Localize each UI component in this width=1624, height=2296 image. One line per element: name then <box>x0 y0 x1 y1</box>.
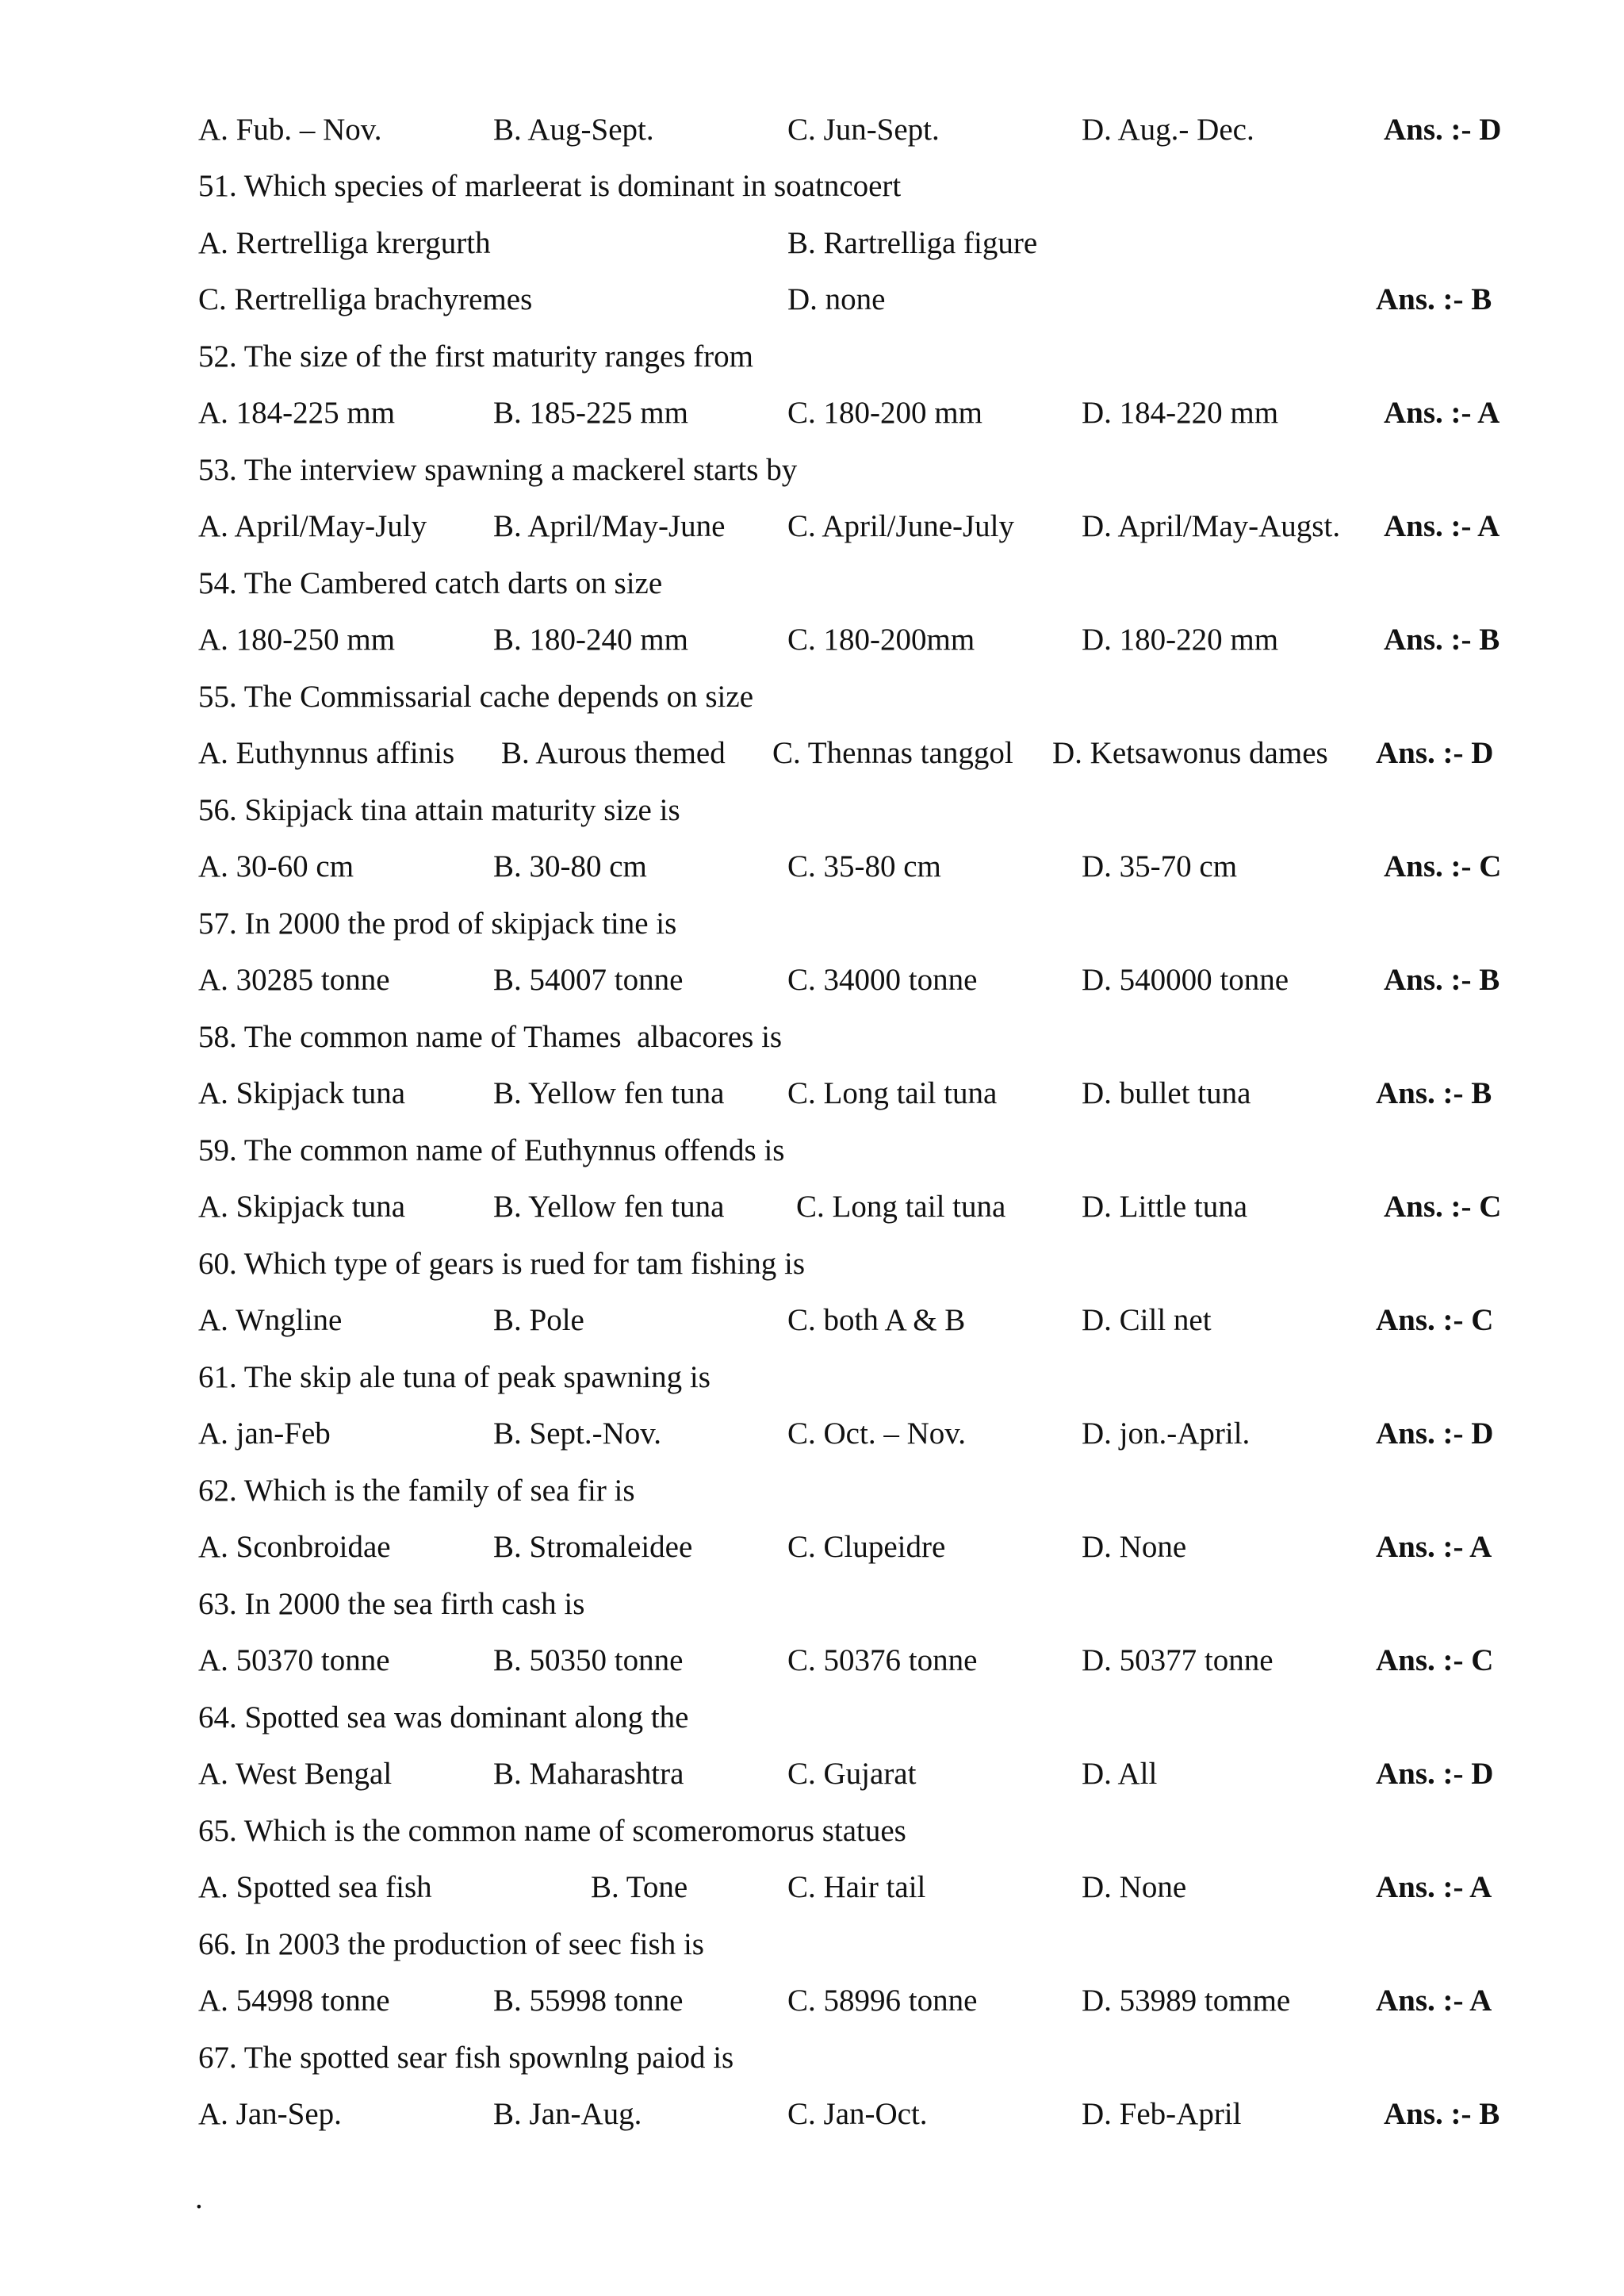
question-56 <box>0 782 1624 839</box>
option-b: B. 54007 tonne <box>493 963 684 997</box>
footer-mark: . <box>195 2181 203 2215</box>
option-b: B. 180-240 mm <box>493 623 688 657</box>
options-row-58 <box>0 1065 1624 1122</box>
options-row-51b <box>0 271 1624 328</box>
answer-key: Ans. :- A <box>1376 1870 1492 1904</box>
option-a: A. Wngline <box>198 1303 343 1337</box>
question-text: 53. The interview spawning a mackerel starts by <box>198 453 798 487</box>
option-b: B. 55998 tonne <box>493 1984 684 2018</box>
option-c: C. Clupeidre <box>787 1530 946 1564</box>
options-row-54 <box>0 611 1624 669</box>
answer-key: Ans. :- B <box>1384 2097 1500 2131</box>
options-row-66 <box>0 1972 1624 2030</box>
question-text: 66. In 2003 the production of seec fish is <box>198 1927 704 1961</box>
question-51 <box>0 158 1624 215</box>
option-a: A. 54998 tonne <box>198 1984 390 2018</box>
option-c: C. 34000 tonne <box>787 963 978 997</box>
option-b: B. Pole <box>493 1303 584 1337</box>
question-61 <box>0 1349 1624 1406</box>
options-row-62 <box>0 1519 1624 1576</box>
option-a: A. Skipjack tuna <box>198 1076 406 1110</box>
options-row-60 <box>0 1292 1624 1349</box>
option-d: D. Cill net <box>1082 1303 1212 1337</box>
question-63 <box>0 1576 1624 1633</box>
option-b: B. Aurous themed <box>501 736 726 770</box>
answer-key: Ans. :- A <box>1384 396 1500 430</box>
question-60 <box>0 1236 1624 1293</box>
question-text: 57. In 2000 the prod of skipjack tine is <box>198 907 677 941</box>
question-55 <box>0 669 1624 726</box>
options-row-59 <box>0 1179 1624 1236</box>
option-b: B. 30-80 cm <box>493 849 647 884</box>
question-text: 58. The common name of Thames albacores is <box>198 1020 783 1054</box>
question-text: 51. Which species of marleerat is dominant in soatncoert <box>198 169 902 203</box>
option-c: C. Oct. – Nov. <box>787 1416 966 1451</box>
option-a: A. West Bengal <box>198 1757 393 1791</box>
option-c: C. Gujarat <box>787 1757 917 1791</box>
option-d: D. bullet tuna <box>1082 1076 1251 1110</box>
option-d: D. Aug.- Dec. <box>1082 113 1254 147</box>
question-59 <box>0 1122 1624 1179</box>
question-text: 54. The Cambered catch darts on size <box>198 566 663 600</box>
question-text: 65. Which is the common name of scomeromorus statues <box>198 1814 906 1848</box>
option-a: A. 30-60 cm <box>198 849 354 884</box>
question-52 <box>0 328 1624 385</box>
answer-key: Ans. :- C <box>1384 1190 1502 1224</box>
question-text: 60. Which type of gears is rued for tam fishing is <box>198 1247 806 1281</box>
option-d: D. 53989 tomme <box>1082 1984 1291 2018</box>
options-row-61 <box>0 1405 1624 1462</box>
question-58 <box>0 1009 1624 1066</box>
options-row-65 <box>0 1859 1624 1916</box>
option-d: D. None <box>1082 1530 1187 1564</box>
option-a: A. 30285 tonne <box>198 963 390 997</box>
answer-key: Ans. :- B <box>1384 963 1500 997</box>
option-b: B. 50350 tonne <box>493 1643 684 1677</box>
option-c: C. Jan-Oct. <box>787 2097 928 2131</box>
option-a: A. 50370 tonne <box>198 1643 390 1677</box>
answer-key: Ans. :- A <box>1376 1984 1492 2018</box>
option-d: D. Little tuna <box>1082 1190 1248 1224</box>
question-64 <box>0 1689 1624 1746</box>
option-b: B. 185-225 mm <box>493 396 688 430</box>
answer-key: Ans. :- C <box>1376 1643 1494 1677</box>
question-text: 62. Which is the family of sea fir is <box>198 1474 635 1508</box>
options-row-63 <box>0 1632 1624 1689</box>
answer-key: Ans. :- C <box>1376 1303 1494 1337</box>
option-a: A. April/May-July <box>198 509 427 543</box>
option-d: D. Ketsawonus dames <box>1052 736 1328 770</box>
option-d: D. All <box>1082 1757 1158 1791</box>
option-a: A. Sconbroidae <box>198 1530 391 1564</box>
answer-key: Ans. :- C <box>1384 849 1502 884</box>
option-a: A. 180-250 mm <box>198 623 396 657</box>
option-c: C. Thennas tanggol <box>772 736 1013 770</box>
question-54 <box>0 555 1624 612</box>
question-text: 52. The size of the first maturity ranges from <box>198 339 754 374</box>
question-65 <box>0 1803 1624 1860</box>
option-c: C. Jun-Sept. <box>787 113 940 147</box>
option-d: D. None <box>1082 1870 1187 1904</box>
options-row-55 <box>0 725 1624 782</box>
option-d: D. 184-220 mm <box>1082 396 1279 430</box>
option-c: C. 58996 tonne <box>787 1984 978 2018</box>
option-c: C. Long tail tuna <box>796 1190 1006 1224</box>
option-d: D. 50377 tonne <box>1082 1643 1274 1677</box>
option-b: B. Jan-Aug. <box>493 2097 642 2131</box>
option-a: A. Euthynnus affinis <box>198 736 455 770</box>
option-c: C. Hair tail <box>787 1870 926 1904</box>
question-text: 56. Skipjack tina attain maturity size is <box>198 793 680 827</box>
question-66 <box>0 1916 1624 1973</box>
option-c: C. Rertrelliga brachyremes <box>198 282 533 316</box>
answer-key: Ans. :- D <box>1376 1416 1494 1451</box>
option-b: B. April/May-June <box>493 509 726 543</box>
options-row-56 <box>0 838 1624 895</box>
option-b: B. Tone <box>591 1870 688 1904</box>
option-a: A. jan-Feb <box>198 1416 331 1451</box>
option-b: B. Yellow fen tuna <box>493 1190 725 1224</box>
option-d: D. 540000 tonne <box>1082 963 1289 997</box>
option-a: A. Jan-Sep. <box>198 2097 342 2131</box>
option-d: D. none <box>787 282 886 316</box>
question-67 <box>0 2030 1624 2087</box>
option-b: B. Aug-Sept. <box>493 113 654 147</box>
option-d: D. 35-70 cm <box>1082 849 1238 884</box>
question-text: 55. The Commissarial cache depends on size <box>198 680 754 714</box>
options-row-64 <box>0 1746 1624 1803</box>
option-a: A. Rertrelliga krergurth <box>198 226 491 260</box>
option-d: D. April/May-Augst. <box>1082 509 1341 543</box>
option-c: C. Long tail tuna <box>787 1076 998 1110</box>
option-b: B. Maharashtra <box>493 1757 684 1791</box>
option-c: C. 180-200 mm <box>787 396 982 430</box>
option-c: C. April/June-July <box>787 509 1015 543</box>
options-row-53 <box>0 498 1624 555</box>
question-text: 61. The skip ale tuna of peak spawning is <box>198 1360 710 1394</box>
answer-key: Ans. :- B <box>1376 1076 1492 1110</box>
question-text: 59. The common name of Euthynnus offends is <box>198 1133 785 1167</box>
option-b: B. Rartrelliga figure <box>787 226 1038 260</box>
options-row-50 <box>0 102 1624 159</box>
option-b: B. Yellow fen tuna <box>493 1076 725 1110</box>
option-d: D. Feb-April <box>1082 2097 1242 2131</box>
options-row-51a <box>0 215 1624 272</box>
option-a: A. Fub. – Nov. <box>198 113 382 147</box>
option-c: C. 50376 tonne <box>787 1643 978 1677</box>
answer-key: Ans. :- A <box>1376 1530 1492 1564</box>
answer-key: Ans. :- A <box>1384 509 1500 543</box>
option-c: C. both A & B <box>787 1303 966 1337</box>
option-b: B. Stromaleidee <box>493 1530 693 1564</box>
options-row-52 <box>0 385 1624 442</box>
option-b: B. Sept.-Nov. <box>493 1416 661 1451</box>
options-row-67 <box>0 2086 1624 2143</box>
question-text: 67. The spotted sear fish spownlng paiod is <box>198 2041 734 2075</box>
option-c: C. 180-200mm <box>787 623 975 657</box>
answer-key: Ans. :- B <box>1384 623 1500 657</box>
option-a: A. Spotted sea fish <box>198 1870 432 1904</box>
options-row-57 <box>0 952 1624 1009</box>
option-d: D. 180-220 mm <box>1082 623 1279 657</box>
question-text: 64. Spotted sea was dominant along the <box>198 1700 689 1734</box>
option-a: A. Skipjack tuna <box>198 1190 406 1224</box>
question-57 <box>0 895 1624 953</box>
answer-key: Ans. :- B <box>1376 282 1492 316</box>
answer-key: Ans. :- D <box>1384 113 1502 147</box>
question-62 <box>0 1462 1624 1520</box>
question-53 <box>0 442 1624 499</box>
answer-key: Ans. :- D <box>1376 736 1494 770</box>
option-d: D. jon.-April. <box>1082 1416 1251 1451</box>
option-c: C. 35-80 cm <box>787 849 941 884</box>
answer-key: Ans. :- D <box>1376 1757 1494 1791</box>
option-a: A. 184-225 mm <box>198 396 396 430</box>
question-text: 63. In 2000 the sea firth cash is <box>198 1587 585 1621</box>
